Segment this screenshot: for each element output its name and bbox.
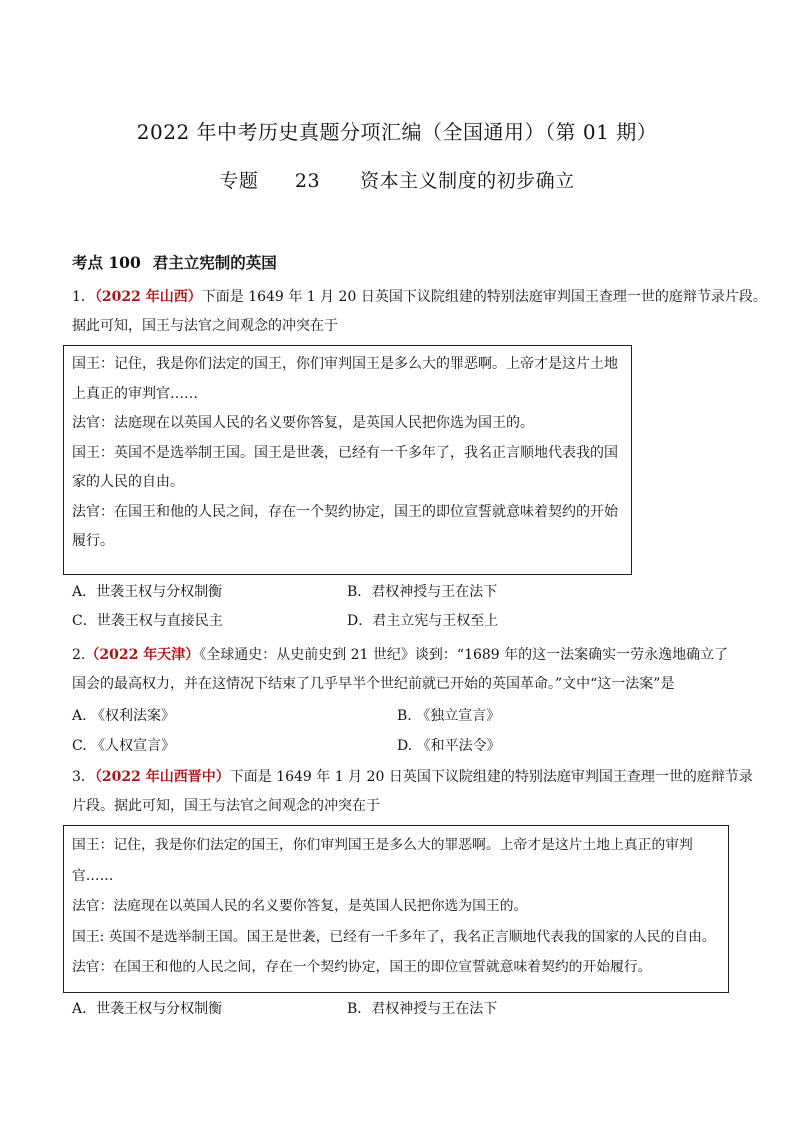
- material-line: 家的人民的自由。: [72, 474, 184, 490]
- question-2-line-2: 国会的最高权力，并在这情况下结束了几乎早半个世纪前就已开始的英国革命。”文中“这一法案”是: [72, 676, 675, 692]
- question-1-option-c: C．世袭王权与直接民主: [72, 613, 223, 629]
- question-1-option-b: B．君权神授与王在法下: [347, 584, 498, 600]
- question-3-line-2: 片段。据此可知，国王与法官之间观念的冲突在于: [72, 798, 380, 814]
- question-2-stem: [72, 641, 728, 699]
- material-line: 国王: 英国不是选举制王国。国王是世袭，已经有一千多年了，我名正言顺地代表我的国家的人民的自由。: [72, 928, 716, 945]
- document-title: 2022 年中考历史真题分项汇编（全国通用）（第 01 期）: [136, 120, 658, 144]
- section-name: 君主立宪制的英国: [152, 253, 277, 272]
- question-2-text-1: 《全球通史：从史前史到 21 世纪》谈到：“1689 年的这一法案确实一劳永逸地确立了: [199, 647, 729, 663]
- question-3-option-b: B．君权神授与王在法下: [347, 1001, 498, 1017]
- material-line: 国王：英国不是选举制王国。国王是世袭，已经有一千多年了，我名正言顺地代表我的国: [72, 444, 618, 461]
- material-line: 法官：在国王和他的人民之间，存在一个契约协定，国王的即位宣誓就意味着契约的开始履行。: [72, 959, 652, 975]
- question-2-option-b: B. 《独立宣言》: [397, 708, 501, 724]
- material-line: 法官：在国王和他的人民之间，存在一个契约协定，国王的即位宣誓就意味着契约的开始: [72, 503, 618, 520]
- question-3-line-1: [72, 763, 753, 792]
- material-line: 履行。: [72, 533, 114, 549]
- question-2-option-a: A. 《权利法案》: [72, 708, 176, 724]
- question-1-option-a: A．世袭王权与分权制衡: [72, 584, 223, 600]
- question-1-stem: [72, 283, 767, 341]
- question-2-line-1: [72, 641, 728, 670]
- material-line: 法官：法庭现在以英国人民的名义要你答复，是英国人民把你选为国王的。: [72, 415, 534, 431]
- question-3-number: 3．: [72, 769, 95, 785]
- topic-name: 资本主义制度的初步确立: [360, 170, 575, 192]
- section-number: 考点 100: [72, 253, 141, 272]
- question-2-source: （2022 年天津）: [85, 647, 200, 663]
- question-2-option-d: D. 《和平法令》: [397, 738, 501, 754]
- material-line: 上真正的审判官……: [72, 385, 198, 402]
- question-3-material-box: [63, 825, 729, 993]
- question-3-text-1: 下面是 1649 年 1 月 20 日英国下议院组建的特别法庭审判国王查理一世的庭辩节录: [229, 769, 753, 785]
- section-heading: [72, 251, 277, 273]
- question-3-source: （2022 年山西晋中）: [94, 769, 230, 785]
- material-line: 法官：法庭现在以英国人民的名义要你答复，是英国人民把你选为国王的。: [72, 898, 528, 914]
- topic-number: 专题 23: [219, 170, 321, 192]
- material-line: 国王：记住，我是你们法定的国王，你们审判国王是多么大的罪恶啊。上帝才是这片土地上真正的审判: [72, 837, 693, 853]
- material-line: 官……: [72, 867, 114, 884]
- question-1-text-1: 下面是 1649 年 1 月 20 日英国下议院组建的特别法庭审判国王查理一世的庭辩节录片段。: [201, 289, 767, 305]
- question-1-number: 1．: [72, 289, 95, 305]
- question-3-option-a: A．世袭王权与分权制衡: [72, 1001, 223, 1017]
- question-2-number: 2.: [72, 647, 86, 663]
- question-1-option-d: D．君主立宪与王权至上: [347, 613, 499, 629]
- question-1-line-2: 据此可知，国王与法官之间观念的冲突在于: [72, 318, 338, 334]
- question-2-option-c: C. 《人权宣言》: [72, 738, 176, 754]
- material-line: 国王：记住，我是你们法定的国王，你们审判国王是多么大的罪恶啊。上帝才是这片土地: [72, 356, 618, 372]
- question-1-source: （2022 年山西）: [94, 289, 202, 305]
- question-1-material-box: [63, 345, 632, 575]
- question-1-line-1: [72, 283, 767, 312]
- question-3-stem: [72, 763, 753, 821]
- topic-heading: [0, 166, 794, 193]
